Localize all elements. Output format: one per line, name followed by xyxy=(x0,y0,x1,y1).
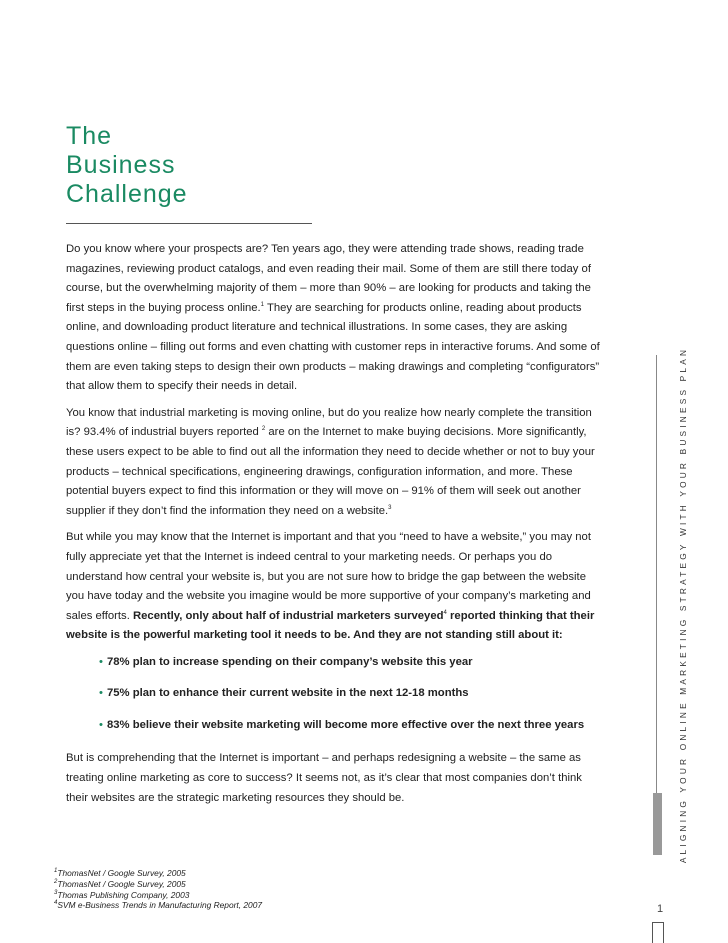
title-divider xyxy=(66,223,312,224)
statistics-list xyxy=(66,653,606,736)
footnote-ref-2: 2 xyxy=(261,426,266,433)
page-tab xyxy=(652,922,664,943)
footnotes xyxy=(54,868,262,911)
title-line-3: Challenge xyxy=(66,180,188,208)
title-line-2: Business xyxy=(66,151,176,179)
body-text xyxy=(66,240,606,815)
bullet-icon: • xyxy=(99,719,103,732)
bullet-icon: • xyxy=(99,687,103,700)
list-item: • 78% plan to increase spending on their company’s website this year xyxy=(99,655,473,668)
bullet-icon: • xyxy=(99,655,103,668)
list-item: • 75% plan to enhance their current website in the next 12-18 months xyxy=(99,687,469,700)
page-number: 1 xyxy=(657,903,664,915)
paragraph-1: Do you know where your prospects are? Ten years ago, they were attending trade shows, reading trade magazines, reviewing product catalogs, and even reading their mail. Some of them are still there today of course, but the overwhelming majority of them – more than 90% – are looking for products and taking the first steps in the buying process online.$^1$ They are searching for products online, reading about products online, and downloading product literature and technical illustrations. In some cases, they are asking questions online – filling out forms and even chatting with customer reps in interactive forums. And some of them are even taking steps to design their own products – making drawings and completing “configurators” that allow them to specify their needs in detail. xyxy=(66,243,600,393)
footnote-ref-3: 3 xyxy=(388,504,392,511)
sidebar-marker xyxy=(653,793,662,855)
footnote-ref-1: 1 xyxy=(260,302,265,309)
footnote-4: $^4$SVM e-Business Trends in Manufacturing Report, 2007 xyxy=(54,900,263,911)
footnote-3: $^3$Thomas Publishing Company, 2003 xyxy=(54,889,190,900)
title-line-1: The xyxy=(66,122,113,150)
paragraph-2: You know that industrial marketing is moving online, but do you realize how nearly complete the transition is? 93.4% of industrial buyers reported $^2$ are on the Internet to make buying decisions. More significantly, these users expect to be able to find out all the information they need to decide whether or not to buy your products – technical specifications, engineering drawings, configuration information, and more. These potential buyers expect to find this information or they will move on – 91% of them will seek out another supplier if they don’t find the information they need on a website.$^3$ xyxy=(66,406,595,517)
footnote-1: $^1$ThomasNet / Google Survey, 2005 xyxy=(54,868,186,878)
footnote-ref-4: 4 xyxy=(443,609,447,616)
footnote-2: $^2$ThomasNet / Google Survey, 2005 xyxy=(54,878,186,889)
list-item: • 83% believe their website marketing will become more effective over the next three years xyxy=(99,719,585,732)
paragraph-4: But is comprehending that the Internet is important – and perhaps redesigning a website – the same as treating online marketing as core to success? It seems not, as it’s clear that most companies don’t think their websites are the strategic marketing resources they should be. xyxy=(66,751,582,804)
page-title xyxy=(66,122,188,209)
paragraph-3: But while you may know that the Internet is important and that you “need to have a website,” you may not fully appreciate yet that the Internet is indeed central to your marketing needs. Or perhaps you do understand how central your website is, but you are not sure how to bridge the gap between the website you have today and the website you imagine would be more supportive of your company’s marketing and sales efforts. Recently, only about half of industrial marketers surveyed$^4$ reported thinking that their website is the powerful marketing tool it needs to be. And they are not standing still about it: xyxy=(66,531,595,642)
sidebar-running-title: ALIGNING YOUR ONLINE MARKETING STRATEGY WITH YOUR BUSINESS PLAN xyxy=(678,346,688,864)
sidebar-divider xyxy=(656,355,657,793)
